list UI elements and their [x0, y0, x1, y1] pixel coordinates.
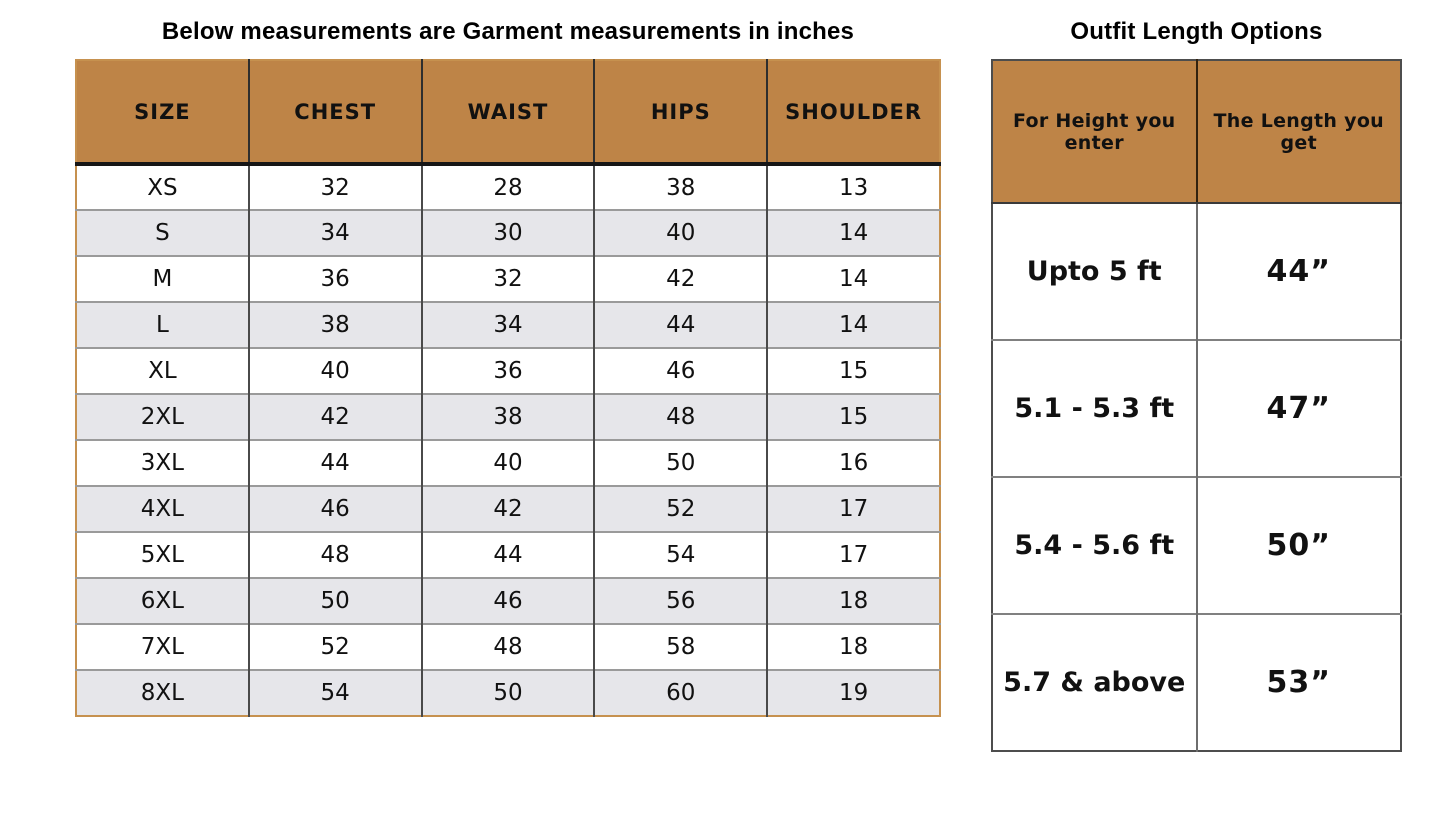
waist-cell: 50 — [422, 670, 595, 716]
hips-cell: 50 — [594, 440, 767, 486]
column-header-length: The Length you get — [1197, 60, 1402, 203]
table-row-3xl — [76, 440, 940, 486]
hips-cell: 46 — [594, 348, 767, 394]
table-row-4xl — [76, 486, 940, 532]
size-cell: 8XL — [76, 670, 249, 716]
table-row-m — [76, 256, 940, 302]
waist-cell: 40 — [422, 440, 595, 486]
chest-cell: 42 — [249, 394, 422, 440]
table-row-l — [76, 302, 940, 348]
shoulder-cell: 17 — [767, 532, 940, 578]
size-cell: S — [76, 210, 249, 256]
table-row-xl — [76, 348, 940, 394]
header-row — [76, 60, 940, 164]
shoulder-cell: 13 — [767, 164, 940, 210]
shoulder-cell: 19 — [767, 670, 940, 716]
chest-cell: 40 — [249, 348, 422, 394]
hips-cell: 40 — [594, 210, 767, 256]
chest-cell: 52 — [249, 624, 422, 670]
table-row-8xl — [76, 670, 940, 716]
waist-cell: 38 — [422, 394, 595, 440]
column-header-chest: CHEST — [249, 60, 422, 164]
shoulder-cell: 17 — [767, 486, 940, 532]
size-cell: 4XL — [76, 486, 249, 532]
shoulder-cell: 15 — [767, 348, 940, 394]
size-cell: 2XL — [76, 394, 249, 440]
outfit-length-table — [991, 59, 1402, 752]
size-cell: XS — [76, 164, 249, 210]
length-row-4 — [992, 614, 1401, 751]
hips-cell: 52 — [594, 486, 767, 532]
hips-cell: 48 — [594, 394, 767, 440]
table-row-7xl — [76, 624, 940, 670]
size-cell: XL — [76, 348, 249, 394]
chest-cell: 50 — [249, 578, 422, 624]
hips-cell: 42 — [594, 256, 767, 302]
waist-cell: 44 — [422, 532, 595, 578]
hips-cell: 38 — [594, 164, 767, 210]
chest-cell: 46 — [249, 486, 422, 532]
table-row-2xl — [76, 394, 940, 440]
table-row-xs — [76, 164, 940, 210]
table-row-s — [76, 210, 940, 256]
hips-cell: 60 — [594, 670, 767, 716]
waist-cell: 42 — [422, 486, 595, 532]
size-cell: 3XL — [76, 440, 249, 486]
length-row-1 — [992, 203, 1401, 340]
shoulder-cell: 18 — [767, 624, 940, 670]
height-cell: 5.1 - 5.3 ft — [992, 340, 1197, 477]
size-cell: L — [76, 302, 249, 348]
waist-cell: 48 — [422, 624, 595, 670]
chest-cell: 32 — [249, 164, 422, 210]
shoulder-cell: 14 — [767, 256, 940, 302]
garment-table-title: Below measurements are Garment measurements in inches — [161, 18, 855, 45]
hips-cell: 56 — [594, 578, 767, 624]
hips-cell: 58 — [594, 624, 767, 670]
size-cell: 5XL — [76, 532, 249, 578]
length-cell: 44” — [1197, 203, 1402, 340]
table-row-6xl — [76, 578, 940, 624]
outfit-length-section — [991, 18, 1402, 752]
hips-cell: 44 — [594, 302, 767, 348]
chest-cell: 54 — [249, 670, 422, 716]
size-cell: 6XL — [76, 578, 249, 624]
height-cell: 5.4 - 5.6 ft — [992, 477, 1197, 614]
waist-cell: 36 — [422, 348, 595, 394]
garment-measurements-section — [75, 18, 941, 717]
waist-cell: 30 — [422, 210, 595, 256]
shoulder-cell: 15 — [767, 394, 940, 440]
shoulder-cell: 16 — [767, 440, 940, 486]
outfit-length-title: Outfit Length Options — [1070, 18, 1323, 45]
hips-cell: 54 — [594, 532, 767, 578]
column-header-size: SIZE — [76, 60, 249, 164]
length-cell: 53” — [1197, 614, 1402, 751]
waist-cell: 34 — [422, 302, 595, 348]
table-row-5xl — [76, 532, 940, 578]
chest-cell: 44 — [249, 440, 422, 486]
chest-cell: 34 — [249, 210, 422, 256]
waist-cell: 46 — [422, 578, 595, 624]
column-header-hips: HIPS — [594, 60, 767, 164]
column-header-height: For Height you enter — [992, 60, 1197, 203]
height-cell: Upto 5 ft — [992, 203, 1197, 340]
waist-cell: 28 — [422, 164, 595, 210]
header-row — [992, 60, 1401, 203]
shoulder-cell: 14 — [767, 302, 940, 348]
length-cell: 50” — [1197, 477, 1402, 614]
chest-cell: 48 — [249, 532, 422, 578]
size-cell: M — [76, 256, 249, 302]
shoulder-cell: 14 — [767, 210, 940, 256]
waist-cell: 32 — [422, 256, 595, 302]
length-row-2 — [992, 340, 1401, 477]
length-cell: 47” — [1197, 340, 1402, 477]
length-row-3 — [992, 477, 1401, 614]
column-header-waist: WAIST — [422, 60, 595, 164]
shoulder-cell: 18 — [767, 578, 940, 624]
chest-cell: 36 — [249, 256, 422, 302]
height-cell: 5.7 & above — [992, 614, 1197, 751]
garment-measurements-table — [75, 59, 941, 717]
size-cell: 7XL — [76, 624, 249, 670]
chest-cell: 38 — [249, 302, 422, 348]
column-header-shoulder: SHOULDER — [767, 60, 940, 164]
